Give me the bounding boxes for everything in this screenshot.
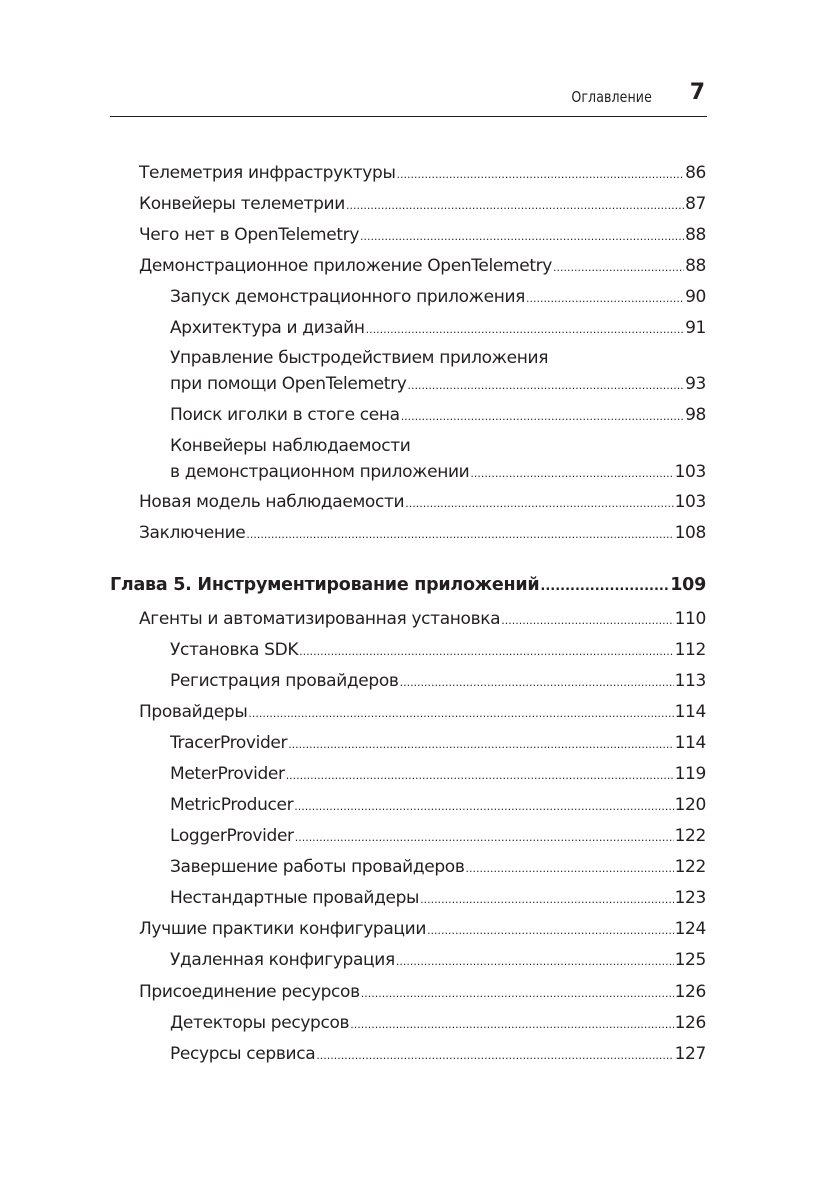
toc-entry-title: Конвейеры телеметрии xyxy=(139,194,345,214)
toc-entry-page: 88 xyxy=(685,225,706,245)
toc-entry[interactable] xyxy=(170,315,706,341)
toc-entry[interactable] xyxy=(170,885,706,911)
toc-entry-page: 103 xyxy=(674,492,706,512)
toc-entry-page: 91 xyxy=(685,318,706,338)
toc-entry-title: Установка SDK xyxy=(170,640,299,660)
toc-entry[interactable] xyxy=(170,792,706,818)
toc-entry-page: 112 xyxy=(674,640,706,660)
toc-entry-page: 125 xyxy=(674,950,706,970)
toc-entry-title: Архитектура и дизайн xyxy=(170,318,365,338)
toc-entry-page: 122 xyxy=(674,857,706,877)
toc-entry-page: 122 xyxy=(674,826,706,846)
toc-entry[interactable] xyxy=(139,520,706,546)
toc-entry-page: 113 xyxy=(674,671,706,691)
toc-entry-title: MetricProducer xyxy=(170,795,294,815)
toc-entry-title: Заключение xyxy=(139,523,246,543)
toc-entry-title: Нестандартные провайдеры xyxy=(170,888,420,908)
running-header xyxy=(110,76,707,117)
toc-entry[interactable] xyxy=(170,637,706,663)
toc-chapter-page: 109 xyxy=(670,575,706,595)
toc-entry[interactable] xyxy=(170,668,706,694)
toc-leader-dots xyxy=(470,461,673,487)
toc-entry[interactable] xyxy=(170,761,706,787)
toc-entry-page: 87 xyxy=(685,194,706,214)
toc-leader-dots xyxy=(361,981,674,1007)
toc-leader-dots xyxy=(346,193,684,219)
toc-entry-page: 114 xyxy=(674,733,706,753)
toc-leader-dots xyxy=(397,162,685,188)
toc-entry-page: 126 xyxy=(674,982,706,1002)
toc-leader-dots xyxy=(360,224,684,250)
toc-entry[interactable] xyxy=(139,191,706,217)
toc-entry-title: Новая модель наблюдаемости xyxy=(139,492,405,512)
toc-leader-dots xyxy=(466,856,674,882)
toc-entry-page: 108 xyxy=(674,523,706,543)
toc-entry-title: Лучшие практики конфигурации xyxy=(139,919,427,939)
toc-leader-dots xyxy=(501,608,673,634)
toc-leader-dots xyxy=(295,825,674,851)
toc-leader-dots xyxy=(316,1043,673,1069)
toc-entry[interactable] xyxy=(139,253,706,279)
toc-entry-page: 103 xyxy=(674,462,706,482)
toc-entry[interactable] xyxy=(170,854,706,880)
running-header-title: Оглавление xyxy=(571,88,652,106)
toc-entry-page: 120 xyxy=(674,795,706,815)
toc-leader-dots xyxy=(553,255,684,281)
toc-entry-page: 127 xyxy=(674,1044,706,1064)
toc-leader-dots xyxy=(299,639,673,665)
toc-leader-dots xyxy=(540,574,669,600)
toc-leader-dots xyxy=(396,949,674,975)
toc-entry-title: TracerProvider xyxy=(170,733,288,753)
toc-chapter-title: Глава 5. Инструментирование приложений xyxy=(110,575,540,595)
toc-entry[interactable] xyxy=(170,433,706,485)
toc-leader-dots xyxy=(288,732,673,758)
toc-entry-title: в демонстрационном приложении xyxy=(170,462,470,482)
toc-entry-page: 110 xyxy=(674,609,706,629)
toc-leader-dots xyxy=(248,701,673,727)
toc-entry-title-line1: Конвейеры наблюдаемости xyxy=(170,436,411,456)
toc-entry-title: Детекторы ресурсов xyxy=(170,1013,350,1033)
toc-entry[interactable] xyxy=(139,606,706,632)
toc-leader-dots xyxy=(427,918,674,944)
toc-leader-dots xyxy=(294,794,673,820)
toc-entry-page: 124 xyxy=(674,919,706,939)
toc-entry[interactable] xyxy=(170,1010,706,1036)
toc-leader-dots xyxy=(286,763,674,789)
toc-entry[interactable] xyxy=(139,699,706,725)
toc-entry-title: Удаленная конфигурация xyxy=(170,950,395,970)
toc-leader-dots xyxy=(405,491,673,517)
toc-entry[interactable] xyxy=(170,402,706,428)
toc-leader-dots xyxy=(401,404,684,430)
toc-chapter-entry[interactable] xyxy=(110,572,706,598)
toc-entry-page: 86 xyxy=(685,163,706,183)
toc-entry[interactable] xyxy=(139,979,706,1005)
toc-entry[interactable] xyxy=(170,730,706,756)
toc-entry-title: MeterProvider xyxy=(170,764,285,784)
toc-leader-dots xyxy=(526,286,684,312)
toc-entry-title: Запуск демонстрационного приложения xyxy=(170,287,526,307)
toc-entry-page: 119 xyxy=(674,764,706,784)
toc-entry-title: Завершение работы провайдеров xyxy=(170,857,465,877)
toc-entry-page: 123 xyxy=(674,888,706,908)
toc-entry[interactable] xyxy=(139,160,706,186)
toc-entry-title-line1: Управление быстродействием приложения xyxy=(170,348,549,368)
toc-leader-dots xyxy=(407,373,684,399)
toc-entry[interactable] xyxy=(170,345,706,397)
toc-entry[interactable] xyxy=(170,947,706,973)
toc-entry-page: 114 xyxy=(674,702,706,722)
toc-entry-page: 126 xyxy=(674,1013,706,1033)
toc-entry-title: Чего нет в OpenTelemetry xyxy=(139,225,360,245)
page-number: 7 xyxy=(689,80,705,105)
toc-entry-title: Демонстрационное приложение OpenTelemetry xyxy=(139,256,552,276)
toc-entry-title: Присоединение ресурсов xyxy=(139,982,360,1002)
toc-entry-title: LoggerProvider xyxy=(170,826,294,846)
toc-entry-page: 88 xyxy=(685,256,706,276)
toc-entry-title: Регистрация провайдеров xyxy=(170,671,399,691)
toc-entry-page: 93 xyxy=(685,374,706,394)
toc-entry[interactable] xyxy=(139,489,706,515)
toc-entry-title: Телеметрия инфраструктуры xyxy=(139,163,396,183)
toc-entry-title: Агенты и автоматизированная установка xyxy=(139,609,501,629)
toc-entry-title: Ресурсы сервиса xyxy=(170,1044,316,1064)
toc-entry-title: Поиск иголки в стоге сена xyxy=(170,405,400,425)
toc-entry-page: 90 xyxy=(685,287,706,307)
toc-leader-dots xyxy=(350,1012,673,1038)
toc-entry-page: 98 xyxy=(685,405,706,425)
toc-entry-title: Провайдеры xyxy=(139,702,248,722)
toc-entry[interactable] xyxy=(170,823,706,849)
toc-entry[interactable] xyxy=(170,284,706,310)
toc-entry-title: при помощи OpenTelemetry xyxy=(170,374,407,394)
toc-leader-dots xyxy=(366,317,684,343)
toc-leader-dots xyxy=(246,522,673,548)
toc-leader-dots xyxy=(420,887,673,913)
toc-entry[interactable] xyxy=(170,1041,706,1067)
toc-leader-dots xyxy=(400,670,674,696)
toc-entry[interactable] xyxy=(139,222,706,248)
toc-entry[interactable] xyxy=(139,916,706,942)
